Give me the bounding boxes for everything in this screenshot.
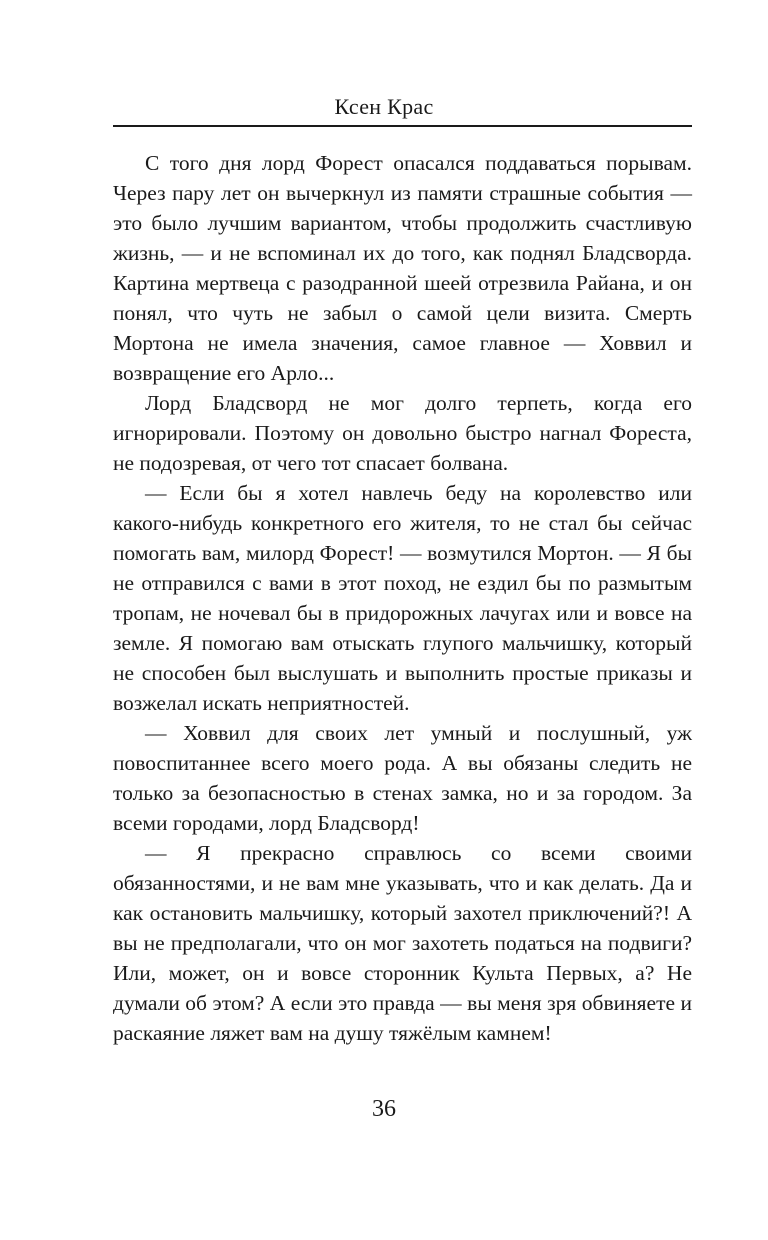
header-rule: [113, 125, 692, 127]
paragraph: — Ховвил для своих лет умный и послушный, уж повоспитаннее всего моего рода. А вы обязаны следить не только за безопасностью в стенах замка, но и за городом. За всеми городами, лорд Бладсворд!: [113, 721, 692, 835]
paragraph: — Я прекрасно справлюсь со всеми своими обязанностями, и не вам мне указывать, что и как делать. Да и как остановить мальчишку, который захотел приключений?! А вы не предполагали, что он мог захотеть податься на подвиги? Или, может, он и вовсе сторонник Культа Первых, а? Не думали об этом? А если это правда — вы меня зря обвиняете и раскаяние ляжет вам на душу тяжёлым камнем!: [113, 841, 692, 1045]
running-head-author: Ксен Крас: [334, 94, 434, 119]
paragraph: — Если бы я хотел навлечь беду на королевство или какого-нибудь конкретного его жителя, то не стал бы сейчас помогать вам, милорд Форест! — возмутился Мортон. — Я бы не отправился с вами в этот поход, не ездил бы по размытым тропам, не ночевал бы в придорожных лачугах или и вовсе на земле. Я помогаю вам отыскать глупого мальчишку, который не способен был выслушать и выполнить простые приказы и возжелал искать неприятностей.: [113, 481, 692, 715]
page-number: 36: [372, 1096, 396, 1122]
body-text: [113, 148, 692, 1048]
paragraph: С того дня лорд Форест опасался поддаваться порывам. Через пару лет он вычеркнул из памяти страшные события — это было лучшим вариантом, чтобы продолжить счастливую жизнь, — и не вспоминал их до того, как поднял Бладсворда. Картина мертвеца с разодранной шеей отрезвила Райана, и он понял, что чуть не забыл о самой цели визита. Смерть Мортона не имела значения, самое главное — Ховвил и возвращение его Арло...: [113, 151, 692, 385]
paragraph: Лорд Бладсворд не мог долго терпеть, когда его игнорировали. Поэтому он довольно быстро нагнал Фореста, не подозревая, от чего тот спасает болвана.: [113, 391, 692, 475]
